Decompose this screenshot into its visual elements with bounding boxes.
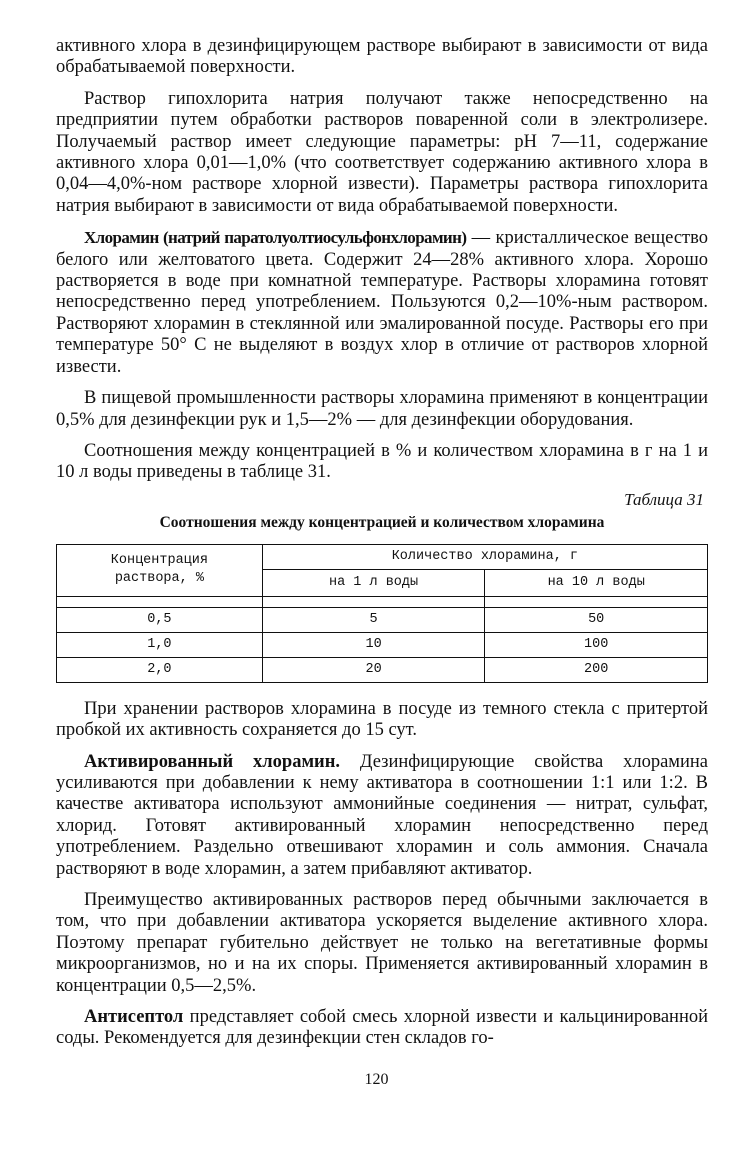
cell-concentration: 1,0	[57, 632, 263, 657]
term-chloramine: Хлорамин (натрий паратолуолтиосульфонхлорамин)	[84, 228, 467, 248]
cell-per-10l: 100	[485, 632, 708, 657]
cell-per-10l: 50	[485, 607, 708, 632]
paragraph-chloramine	[56, 227, 708, 378]
paragraph-antiseptol-text: представляет собой смесь хлорной извести и кальцинированной соды. Рекомендуется для дезинфекции стен складов го-	[56, 1007, 708, 1049]
page-number: 120	[364, 1071, 389, 1088]
table-caption: Таблица 31	[624, 489, 704, 509]
paragraph-advantage: Преимущество активированных растворов перед обычными заключается в том, что при добавлении активатора ускоряется выделение активного хлора. Поэтому препарат губительно действует не только на вегетативные формы микроорганизмов, но и на их споры. Применяется активированный хлорамин в концентрации 0,5—2,5%.	[56, 889, 708, 996]
term-activated-chloramine: Активированный хлорамин.	[84, 751, 340, 772]
paragraph-table-reference: Соотношения между концентрацией в % и количеством хлорамина в г на 1 и 10 л воды приведены в таблице 31.	[56, 440, 708, 483]
cell-concentration: 2,0	[57, 657, 263, 682]
paragraph-chloramine-text: — кристаллическое вещество белого или желтоватого цвета. Содержит 24—28% активного хлора. Хорошо растворяется в воде при комнатной температуре. Растворы хлорамина готовят непосредственно перед употреблением. Пользуются 0,2—10%-ным раствором. Растворяют хлорамин в стеклянной или эмалированной посуде. Растворы его при температуре 50° С не выделяют в воздух хлор в отличие от растворов хлорной извести.	[56, 228, 708, 377]
term-antiseptol: Антисептол	[84, 1007, 184, 1027]
paragraph-continuation: активного хлора в дезинфицирующем растворе выбирают в зависимости от вида обрабатываемой поверхности.	[56, 36, 708, 78]
paragraph-food-industry: В пищевой промышленности растворы хлорамина применяют в концентрации 0,5% для дезинфекции рук и 1,5—2% — для дезинфекции оборудования.	[56, 388, 708, 430]
paragraph-storage: При хранении растворов хлорамина в посуде из темного стекла с притертой пробкой их активность сохраняется до 15 сут.	[56, 698, 708, 741]
cell-per-1l: 20	[262, 657, 485, 682]
header-per-10l: на 10 л воды	[485, 569, 708, 596]
paragraph-hypochlorite: Раствор гипохлорита натрия получают также непосредственно на предприятии путем обработки растворов поваренной соли в электролизере. Получаемый раствор имеет следующие параметры: pH 7—11, содержание активного хлора 0,01—1,0% (что соответствует содержанию активного хлора в 0,04—4,0%-ном растворе хлорной извести). Параметры раствора гипохлорита натрия выбирают в зависимости от вида обрабатываемой поверхности.	[56, 88, 708, 216]
header-concentration-line2: раствора, %	[114, 571, 204, 587]
table-title: Соотношения между концентрацией и количеством хлорамина	[159, 513, 605, 531]
page-content	[56, 36, 708, 1060]
cell-per-10l: 200	[485, 657, 708, 682]
header-quantity: Количество хлорамина, г	[262, 544, 707, 569]
chloramine-table	[56, 544, 708, 683]
table-row	[57, 607, 708, 632]
paragraph-activated-chloramine-text: Дезинфицирующие свойства хлорамина усиливаются при добавлении к нему активатора в соотношении 1:1 или 1:2. В качестве активатора используют аммонийные соединения — нитрат, сульфат, хлорид. Готовят активированный хлорамин непосредственно перед употреблением. Раздельно отвешивают хлорамин и соль аммония. Сначала растворяют в воде хлорамин, а затем прибавляют активатор.	[56, 751, 708, 879]
table-row	[57, 632, 708, 657]
header-concentration-line1: Концентрация	[110, 553, 208, 569]
cell-concentration: 0,5	[57, 607, 263, 632]
paragraph-antiseptol	[56, 1007, 708, 1050]
cell-per-1l: 10	[262, 632, 485, 657]
cell-per-1l: 5	[262, 607, 485, 632]
header-concentration	[57, 544, 263, 596]
header-per-1l: на 1 л воды	[262, 569, 485, 596]
table-spacer-row	[57, 596, 708, 607]
paragraph-activated-chloramine	[56, 752, 708, 880]
table-row	[57, 657, 708, 682]
